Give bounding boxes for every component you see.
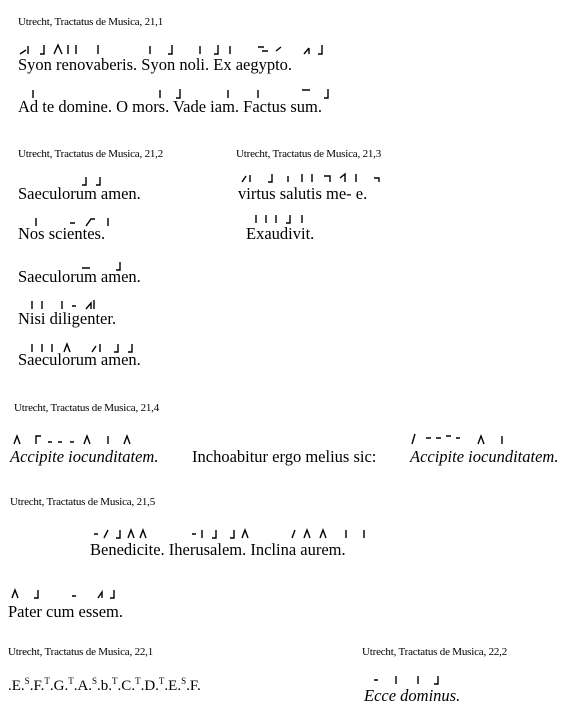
commentary-text: Inchoabitur ergo melius sic: — [192, 447, 377, 466]
source-caption-21-2: Utrecht, Tractatus de Musica, 21,2 — [18, 148, 164, 160]
scale-dot: . — [131, 678, 136, 694]
chant-incipit-line: Syon renovaberis. Syon noli. Ex aegypto. — [18, 55, 293, 74]
scale-letter: G — [53, 678, 65, 694]
chant-incipit-italic: Accipite iocunditatem. — [10, 447, 159, 466]
interval-mark: S — [92, 676, 98, 686]
neume-notation-21-5a — [92, 526, 392, 540]
chant-incipit-line: Nisi diligenter. — [18, 309, 117, 328]
chant-incipit-line: Nos scientes. — [18, 224, 106, 243]
scale-dot: . — [40, 678, 45, 694]
chant-incipit-italic: Ecce dominus. — [364, 686, 461, 705]
chant-incipit-line: Benedicite. Iherusalem. Inclina aurem. — [90, 540, 346, 559]
chant-incipit-line: Pater cum essem. — [8, 602, 124, 621]
scale-dot: . — [49, 678, 54, 694]
scale-dot: . — [97, 678, 101, 694]
source-caption-22-2: Utrecht, Tractatus de Musica, 22,2 — [362, 646, 508, 658]
scale-letter-series — [8, 676, 201, 695]
interval-mark: T — [135, 676, 141, 686]
scale-dot: . — [108, 678, 113, 694]
chant-incipit-line: Saeculorum amen. — [18, 184, 141, 203]
scale-dot: . — [117, 678, 122, 694]
scale-letter: C — [121, 678, 132, 694]
neume-notation-21-5b — [10, 586, 150, 600]
chant-incipit-italic: Accipite iocunditatem. — [410, 447, 559, 466]
scale-dot: . — [73, 678, 78, 694]
interval-mark: T — [158, 676, 165, 686]
scale-letter: E — [168, 678, 178, 694]
scale-dot: . — [197, 678, 201, 694]
scale-dot: . — [140, 678, 145, 694]
scale-letter: F — [189, 678, 197, 694]
chant-incipit-line: Saeculorum amen. — [18, 267, 141, 286]
scale-dot: . — [29, 678, 34, 694]
source-caption-21-1: Utrecht, Tractatus de Musica, 21,1 — [18, 16, 164, 28]
chant-incipit-line: Exaudivit. — [246, 224, 315, 243]
source-caption-21-3: Utrecht, Tractatus de Musica, 21,3 — [236, 148, 382, 160]
source-caption-21-4: Utrecht, Tractatus de Musica, 21,4 — [14, 402, 160, 414]
neume-notation-21-1a — [18, 42, 348, 56]
scale-letter: A — [77, 678, 89, 694]
scale-dot: . — [20, 678, 25, 694]
chant-incipit-line: virtus salutis me- e. — [238, 184, 368, 203]
interval-mark: S — [181, 676, 187, 686]
neume-notation-22-2 — [372, 672, 472, 686]
source-caption-21-5: Utrecht, Tractatus de Musica, 21,5 — [10, 496, 156, 508]
chant-incipit-line: Saeculorum amen. — [18, 350, 141, 369]
scale-dot: . — [88, 678, 93, 694]
scale-dot: . — [8, 678, 12, 694]
neume-notation-21-4a — [12, 432, 162, 446]
interval-mark: T — [68, 676, 74, 686]
interval-mark: T — [112, 676, 118, 686]
scale-dot: . — [64, 678, 69, 694]
neume-notation-21-3a — [240, 170, 400, 184]
scale-letter: b — [100, 678, 109, 694]
scale-dot: . — [164, 678, 169, 694]
chant-incipit-line: Ad te domine. O mors. Vade iam. Factus sum. — [18, 97, 322, 116]
interval-mark: S — [24, 676, 30, 686]
scale-dot: . — [186, 678, 190, 694]
scale-dot: . — [155, 678, 159, 694]
scale-letter: F — [33, 678, 41, 694]
scale-letter: D — [144, 678, 156, 694]
scale-dot: . — [177, 678, 182, 694]
interval-mark: T — [44, 676, 50, 686]
neume-notation-21-3b — [252, 211, 342, 225]
source-caption-22-1: Utrecht, Tractatus de Musica, 22,1 — [8, 646, 154, 658]
scale-letter: E — [11, 678, 21, 694]
neume-notation-21-4b — [410, 430, 510, 444]
